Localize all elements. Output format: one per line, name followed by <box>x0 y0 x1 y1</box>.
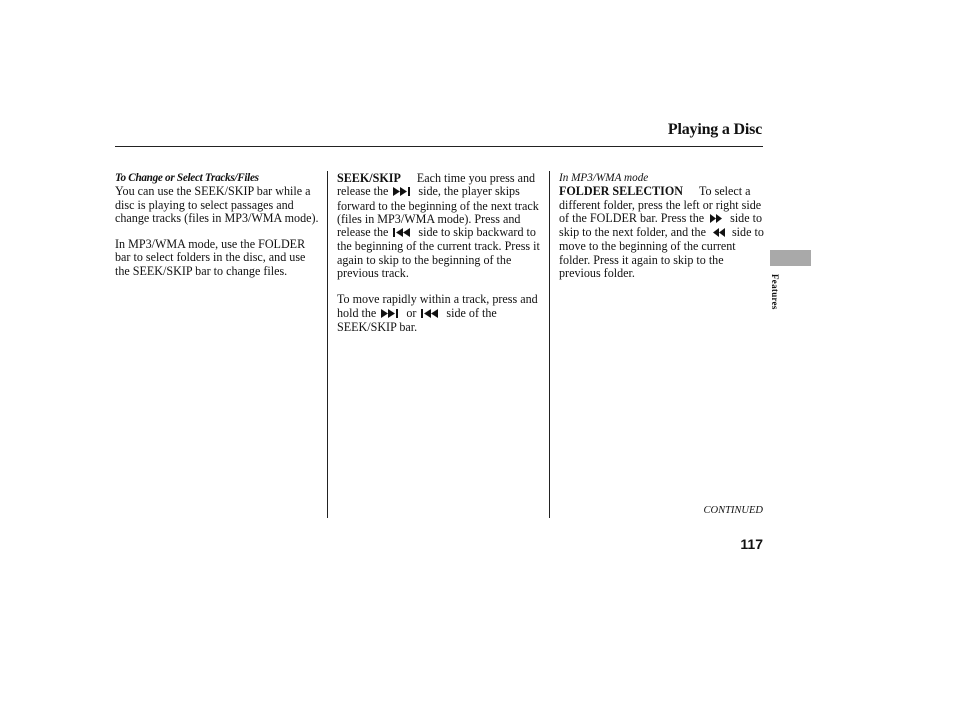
mode-subheading: In MP3/WMA mode <box>559 172 649 184</box>
header-rule <box>115 146 763 147</box>
continued-note: CONTINUED <box>703 505 763 516</box>
column-3 <box>559 172 767 293</box>
paragraph: SEEK/SKIP Each time you press and release the side, the player skips forward to the beginning of the next track (files in MP3/WMA mode). Press and release the side to skip backward to the beginning of the current track. Press it again to skip to the beginning of the previous track. <box>337 171 540 281</box>
section-tab <box>770 250 811 266</box>
paragraph: In MP3/WMA mode, use the FOLDER bar to select folders in the disc, and use the SEEK/SKIP bar to change files. <box>115 237 306 278</box>
column-2 <box>337 172 545 347</box>
page-number: 117 <box>740 536 763 552</box>
skip-forward-icon <box>393 186 413 199</box>
section-side-label: Features <box>770 274 780 310</box>
folder-selection-keyword: FOLDER SELECTION <box>559 184 683 199</box>
folder-next-icon <box>709 213 725 226</box>
column-1 <box>115 172 320 291</box>
folder-prev-icon <box>711 227 727 240</box>
seek-skip-keyword: SEEK/SKIP <box>337 171 401 185</box>
section-heading: To Change or Select Tracks/Files <box>115 172 259 184</box>
paragraph: You can use the SEEK/SKIP bar while a disc is playing to select passages and change tracks (files in MP3/WMA mode). <box>115 184 319 225</box>
page-title: Playing a Disc <box>667 121 762 138</box>
column-divider-2 <box>549 171 550 518</box>
skip-back-icon <box>393 227 413 240</box>
paragraph: FOLDER SELECTION To select a different folder, press the left or right side of the FOLDER bar. Press the side to skip to the next folder, and the side to move to the beginning of the current folder. Press it again to skip to the previous folder. <box>559 184 764 281</box>
skip-forward-icon <box>381 308 401 321</box>
paragraph: To move rapidly within a track, press and hold the or side of the SEEK/SKIP bar. <box>337 292 538 334</box>
column-divider-1 <box>327 171 328 518</box>
skip-back-icon <box>421 308 441 321</box>
